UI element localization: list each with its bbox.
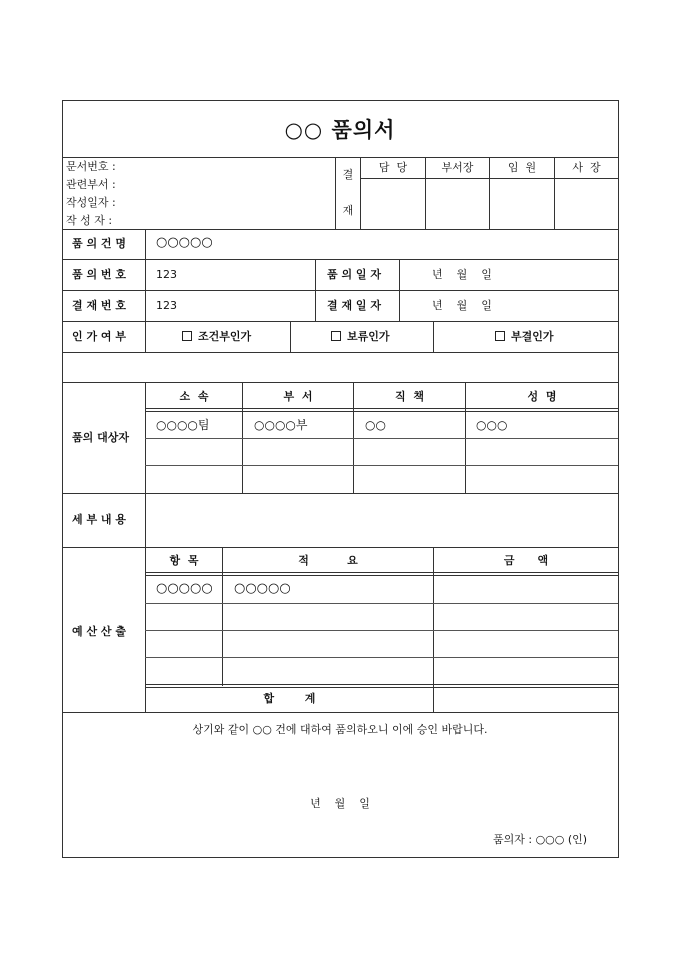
target-cell: ○○○: [476, 418, 508, 432]
target-header-affiliation: 소 속: [179, 390, 209, 403]
number-label: 품 의 번 호: [72, 268, 126, 281]
approval-date-value: 년 월 일: [432, 299, 492, 312]
signer: 품의자 : ○○○ (인): [493, 833, 588, 846]
budget-total-label: 합 계: [263, 692, 316, 705]
budget-header-amount: 금 액: [503, 554, 549, 567]
detail-label: 세 부 내 용: [72, 513, 126, 526]
frame-top: [62, 100, 618, 101]
target-cell: ○○○○팀: [156, 418, 210, 432]
target-header-name: 성 명: [527, 390, 557, 403]
date-label: 품 의 일 자: [327, 268, 381, 281]
target-label: 품의 대상자: [72, 431, 129, 444]
writer-label: 작 성 자 :: [66, 214, 113, 227]
footer-date: 년 월 일: [310, 797, 370, 810]
approval-label-top: 결: [342, 168, 354, 181]
approval-date-label: 결 재 일 자: [327, 299, 381, 312]
approval-role-manager: 부서장: [441, 161, 474, 174]
date-value: 년 월 일: [432, 268, 492, 281]
approval-label-bottom: 재: [342, 204, 354, 217]
budget-cell: ○○○○○: [234, 581, 291, 596]
permit-option-reject[interactable]: 부결인가: [495, 330, 554, 344]
subject-value: ○○○○○: [156, 235, 213, 250]
approval-role-executive: 임 원: [507, 161, 537, 174]
budget-header-summary: 적 요: [298, 554, 358, 567]
target-cell: ○○: [365, 418, 386, 432]
target-header-position: 직 책: [395, 390, 424, 403]
approval-role-president: 사 장: [572, 161, 601, 174]
budget-cell: ○○○○○: [156, 581, 213, 596]
written-date-label: 작성일자 :: [66, 196, 116, 209]
page-title: ○○ 품의서: [284, 118, 396, 142]
subject-label: 품 의 건 명: [72, 237, 126, 250]
approval-role-staff: 담 당: [378, 161, 408, 174]
approval-number-label: 결 재 번 호: [72, 299, 126, 312]
checkbox-icon[interactable]: [331, 331, 341, 341]
approval-number-value: 123: [156, 299, 177, 312]
number-value: 123: [156, 268, 177, 281]
checkbox-icon[interactable]: [182, 331, 192, 341]
frame-bottom: [62, 857, 619, 858]
permit-option-conditional[interactable]: 조건부인가: [182, 330, 251, 344]
related-dept-label: 관련부서 :: [66, 178, 116, 191]
checkbox-icon[interactable]: [495, 331, 505, 341]
frame-right: [618, 100, 619, 857]
permit-option-hold[interactable]: 보류인가: [331, 330, 390, 344]
target-header-department: 부 서: [283, 390, 313, 403]
budget-label: 예 산 산 출: [72, 625, 126, 638]
target-cell: ○○○○부: [254, 418, 308, 432]
doc-number-label: 문서번호 :: [66, 160, 116, 173]
permit-label: 인 가 여 부: [72, 330, 126, 343]
budget-header-item: 항 목: [169, 554, 199, 567]
approval-statement: 상기와 같이 ○○ 건에 대하여 품의하오니 이에 승인 바랍니다.: [192, 723, 488, 736]
frame-left: [62, 100, 63, 857]
header-separator: [62, 157, 618, 158]
